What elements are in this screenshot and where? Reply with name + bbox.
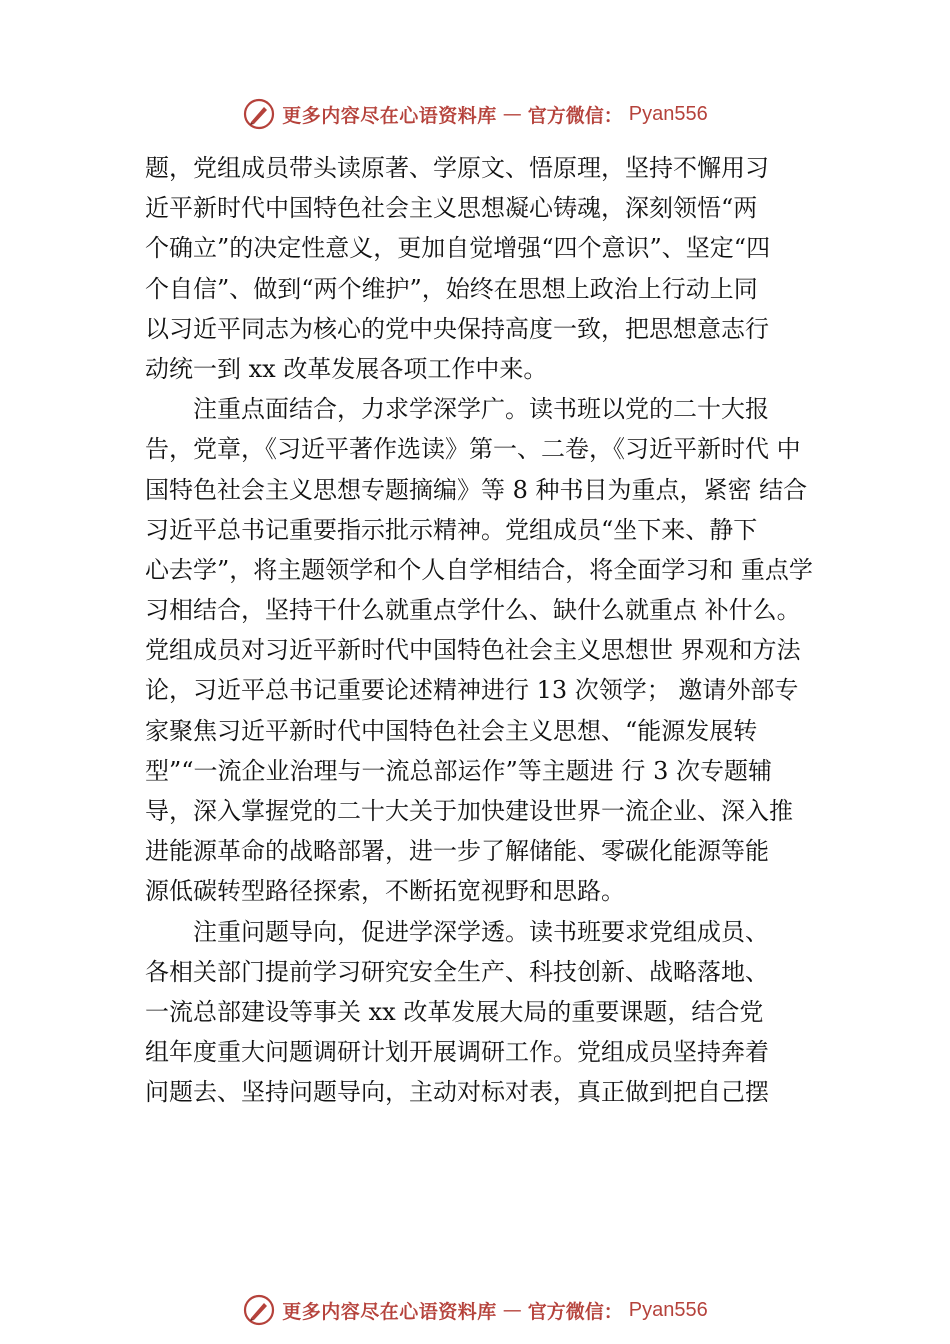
text-line: 组年度重大问题调研计划开展调研工作。党组成员坚持奔着 (145, 1038, 769, 1067)
paragraph-1 (145, 148, 835, 389)
paragraph-2 (145, 389, 835, 911)
paragraph-3 (145, 912, 835, 1113)
watermark-brand: 更多内容尽在心语资料库 (282, 1300, 497, 1323)
text-line: 导，深入掌握党的二十大关于加快建设世界一流企业、深入推 (145, 797, 793, 825)
text-line: 题，党组成员带头读原著、学原文、悟原理，坚持不懈用习 (145, 154, 769, 182)
document-body (145, 148, 835, 1113)
watermark-brand: 更多内容尽在心语资料库 (282, 104, 497, 127)
text-line: 型”“一流企业治理与一流总部运作”等主题进 行 3 次专题辅 (145, 756, 772, 785)
footer-watermark (0, 1290, 950, 1330)
pen-logo-icon (242, 97, 276, 131)
text-line: 问题去、坚持问题导向，主动对标对表，真正做到把自己摆 (145, 1078, 769, 1107)
text-line: 注重问题导向，促进学深学透。读书班要求党组成员、 (193, 917, 769, 946)
watermark-dash: — (502, 103, 522, 125)
watermark-dash: — (502, 1299, 522, 1321)
text-line: 个确立”的决定性意义，更加自觉增强“四个意识”、坚定“四 (145, 234, 771, 263)
text-line: 党组成员对习近平新时代中国特色社会主义思想世 界观和方法 (145, 636, 801, 665)
watermark-wechat-label: 官方微信： (527, 1300, 623, 1323)
text-line: 各相关部门提前学习研究安全生产、科技创新、战略落地、 (145, 957, 769, 986)
text-line: 源低碳转型路径探索，不断拓宽视野和思路。 (145, 877, 625, 906)
text-line: 告，党章，《习近平著作选读》第一、二卷，《习近平新时代 中 (145, 435, 801, 464)
text-line: 近平新时代中国特色社会主义思想凝心铸魂，深刻领悟“两 (145, 194, 758, 223)
watermark-wechat-id: Pyan556 (628, 1298, 708, 1321)
text-line: 家聚焦习近平新时代中国特色社会主义思想、“能源发展转 (145, 716, 758, 745)
text-line: 个自信”、做到“两个维护”，始终在思想上政治上行动上同 (145, 274, 758, 303)
text-line: 论，习近平总书记重要论述精神进行 13 次领学； 邀请外部专 (145, 676, 799, 705)
text-line: 习相结合，坚持干什么就重点学什么、缺什么就重点 补什么。 (145, 596, 801, 625)
text-line: 心去学”，将主题领学和个人自学相结合，将全面学习和 重点学 (145, 555, 813, 584)
watermark-wechat-label: 官方微信： (527, 104, 623, 127)
watermark-wechat-id: Pyan556 (628, 102, 708, 125)
text-line: 习近平总书记重要指示批示精神。党组成员“坐下来、静下 (145, 515, 758, 544)
text-line: 动统一到 xx 改革发展各项工作中来。 (145, 354, 548, 383)
text-line: 国特色社会主义思想专题摘编》等 8 种书目为重点，紧密 结合 (145, 475, 808, 504)
text-line: 以习近平同志为核心的党中央保持高度一致，把思想意志行 (145, 314, 769, 343)
text-line: 进能源革命的战略部署，进一步了解储能、零碳化能源等能 (145, 837, 769, 866)
pen-logo-icon (242, 1293, 276, 1327)
text-line: 一流总部建设等事关 xx 改革发展大局的重要课题，结合党 (145, 997, 764, 1026)
header-watermark (0, 94, 950, 134)
text-line: 注重点面结合，力求学深学广。读书班以党的二十大报 (193, 395, 769, 424)
